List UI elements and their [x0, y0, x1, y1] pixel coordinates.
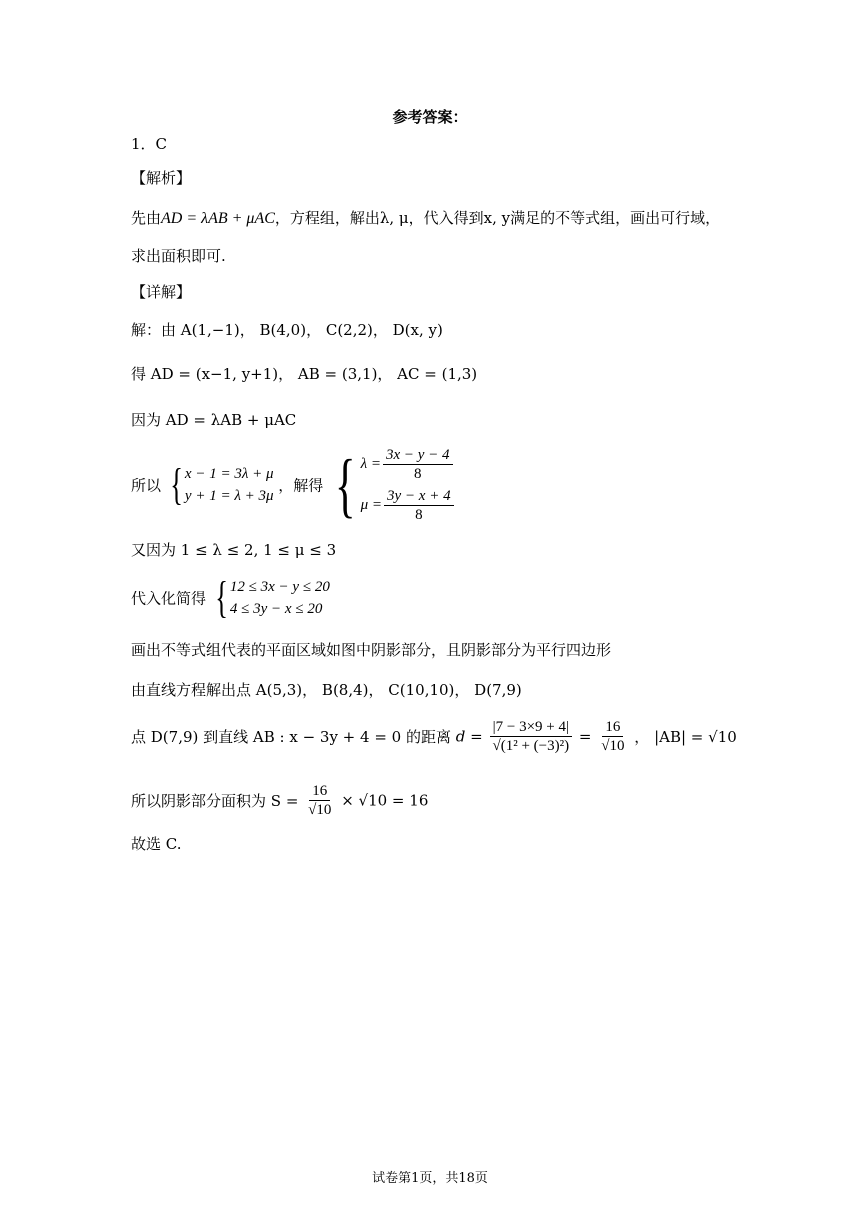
solution-system [328, 446, 456, 524]
system-mid-text: ，解得 [278, 476, 324, 495]
detail-line-distance [131, 718, 737, 755]
analysis-line-1 [131, 208, 720, 229]
area-result: × √10 = 16 [341, 791, 429, 810]
left-brace-icon: { [334, 445, 356, 525]
detail-line-system [131, 446, 456, 524]
question-number: 1．C [131, 135, 168, 153]
analysis-vector-equation: AD = λAB + μAC [161, 210, 275, 227]
detail-line-answer: 故选 C. [131, 835, 182, 853]
ab-length: ， |AB| = √10 [634, 728, 737, 746]
detail-line-region: 画出不等式组代表的平面区域如图中阴影部分，且阴影部分为平行四边形 [131, 641, 612, 659]
detail-line-vertices: 由直线方程解出点 A(5,3)， B(8,4)， C(10,10)， D(7,9) [131, 681, 522, 699]
distance-value-numerator: 16 [602, 718, 623, 737]
analysis-text-b: ，方程组，解出λ, μ，代入得到x, y满足的不等式组，画出可行域， [274, 209, 721, 227]
inequality-1: 12 ≤ 3x − y ≤ 20 [229, 579, 330, 595]
mu-denominator: 8 [415, 507, 423, 523]
page-title: 参考答案： [392, 108, 468, 126]
area-text: 所以阴影部分面积为 S = [131, 792, 299, 810]
system-eq-1: x − 1 = 3λ + μ [184, 466, 274, 482]
lambda-lhs: λ = [360, 456, 381, 472]
detail-line-because: 因为 AD = λAB + μAC [131, 411, 297, 429]
area-numerator: 16 [309, 782, 330, 801]
detail-line-points: 解：由 A(1,−1)， B(4,0)， C(2,2)， D(x, y) [131, 321, 443, 339]
inequality-system [211, 573, 330, 622]
mu-lhs: μ = [360, 497, 383, 513]
system-prefix: 所以 [131, 476, 162, 495]
area-denominator: √10 [308, 802, 332, 818]
analysis-heading: 【解析】 [131, 169, 192, 187]
analysis-text-a: 先由 [131, 209, 162, 227]
simplified-prefix: 代入化简得 [131, 589, 207, 608]
detail-line-simplified [131, 573, 330, 622]
detail-line-area [131, 782, 428, 819]
detail-line-range: 又因为 1 ≤ λ ≤ 2, 1 ≤ μ ≤ 3 [131, 541, 337, 559]
distance-text: 点 D(7,9) 到直线 AB : x − 3y + 4 = 0 的距离 [131, 728, 451, 746]
mu-numerator: 3y − x + 4 [384, 487, 454, 506]
inequality-2: 4 ≤ 3y − x ≤ 20 [229, 601, 323, 617]
detail-line-vectors: 得 AD = (x−1, y+1)， AB = (3,1)， AC = (1,3) [131, 365, 478, 383]
lambda-numerator: 3x − y − 4 [383, 446, 453, 465]
left-brace-icon: { [215, 573, 228, 622]
lambda-denominator: 8 [414, 466, 422, 482]
page-footer: 试卷第1页，共18页 [372, 1171, 488, 1186]
equation-system-1 [166, 460, 274, 509]
distance-denominator: √(1² + (−3)²) [492, 738, 570, 754]
left-brace-icon: { [170, 460, 183, 509]
distance-numerator: |7 − 3×9 + 4| [490, 718, 572, 737]
analysis-line-2: 求出面积即可. [131, 247, 226, 265]
distance-value-denominator: √10 [601, 738, 625, 754]
distance-symbol: d = [455, 727, 483, 746]
system-eq-2: y + 1 = λ + 3μ [184, 488, 274, 504]
equals-sign: = [578, 727, 592, 746]
detail-heading: 【详解】 [131, 283, 192, 301]
